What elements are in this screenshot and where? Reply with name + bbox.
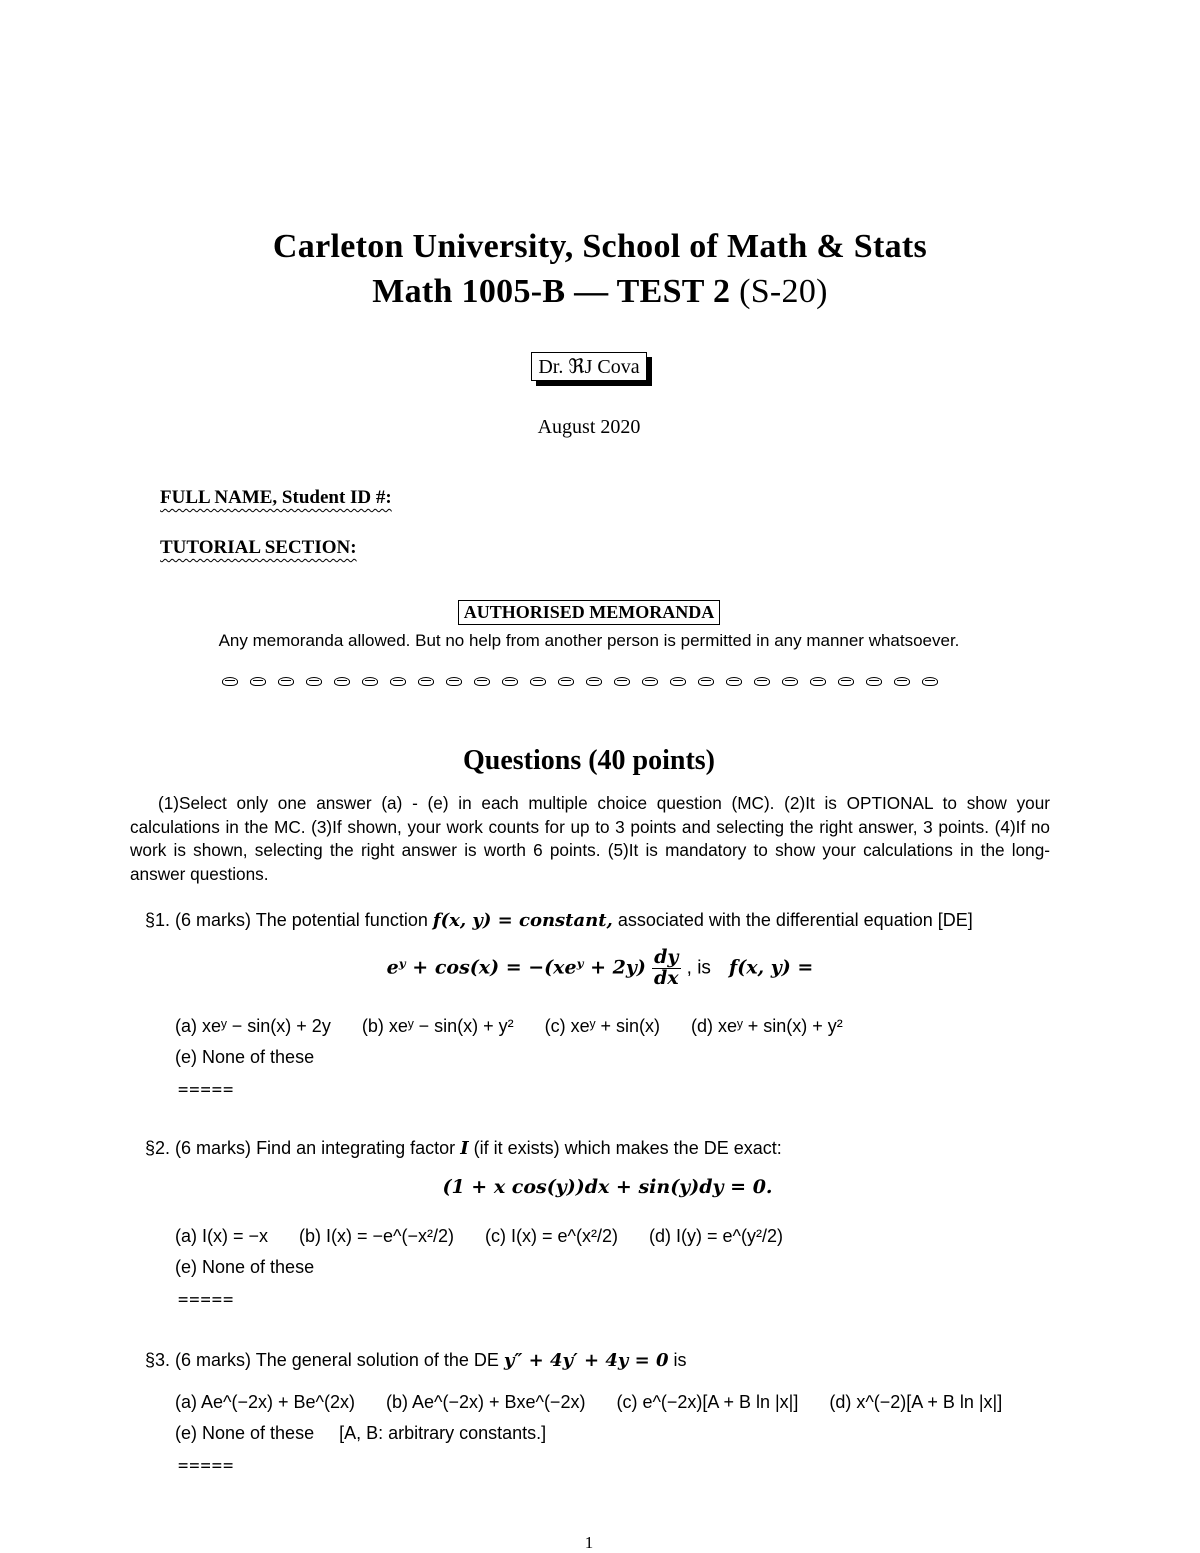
question-1-prompt bbox=[145, 908, 973, 933]
rubber-icon bbox=[614, 677, 630, 686]
term-code: (S-20) bbox=[739, 273, 828, 310]
question-1-options bbox=[175, 1016, 869, 1037]
rubber-icon bbox=[362, 677, 378, 686]
question-3-prompt bbox=[145, 1348, 687, 1373]
question-1-equation bbox=[0, 948, 1200, 989]
course-test-title: Math 1005-B — TEST 2 bbox=[372, 273, 731, 310]
question-2-option-c[interactable]: (c) I(x) = e^(x²/2) bbox=[485, 1226, 618, 1246]
rubber-icon bbox=[474, 677, 490, 686]
question-2-option-e[interactable]: (e) None of these bbox=[175, 1257, 315, 1277]
rubber-icon bbox=[642, 677, 658, 686]
rubber-icon bbox=[782, 677, 798, 686]
question-3-number: §3. bbox=[145, 1350, 171, 1370]
question-2-math: I bbox=[460, 1138, 469, 1159]
question-2-option-a[interactable]: (a) I(x) = −x bbox=[175, 1226, 269, 1246]
rubber-icon bbox=[306, 677, 322, 686]
question-1-eq-fraction bbox=[652, 948, 681, 989]
question-1-eq-rhs: f(x, y) = bbox=[729, 956, 814, 979]
rubber-icon bbox=[670, 677, 686, 686]
question-2-equation: (1 + x cos(y))dx + sin(y)dy = 0. bbox=[442, 1176, 773, 1198]
question-3-option-a[interactable]: (a) Ae^(−2x) + Be^(2x) bbox=[175, 1392, 355, 1412]
rubber-icon bbox=[278, 677, 294, 686]
rubber-icon bbox=[726, 677, 742, 686]
question-2-text-after: (if it exists) which makes the DE exact: bbox=[473, 1138, 782, 1158]
question-1-separator: ===== bbox=[178, 1080, 235, 1100]
question-3-option-c[interactable]: (c) e^(−2x)[A + B ln |x|] bbox=[616, 1392, 799, 1412]
questions-heading: Questions (40 points) bbox=[462, 745, 716, 776]
tutorial-section-label: TUTORIAL SECTION: bbox=[160, 537, 357, 558]
question-1-text-before: The potential function bbox=[255, 910, 428, 930]
rubber-icon bbox=[754, 677, 770, 686]
question-2-marks: (6 marks) bbox=[175, 1138, 252, 1158]
question-3-text-before: The general solution of the DE bbox=[255, 1350, 499, 1370]
question-2-option-b[interactable]: (b) I(x) = −e^(−x²/2) bbox=[299, 1226, 455, 1246]
question-1-eq-lhs: eʸ + cos(x) = −(xeʸ + 2y) bbox=[386, 956, 646, 979]
question-3-note: [A, B: arbitrary constants.] bbox=[339, 1423, 547, 1443]
rubber-icon bbox=[922, 677, 938, 686]
question-1-marks: (6 marks) bbox=[175, 910, 252, 930]
question-1-option-c[interactable]: (c) xeʸ + sin(x) bbox=[544, 1016, 660, 1036]
rubber-icon bbox=[250, 677, 266, 686]
question-3-marks: (6 marks) bbox=[175, 1350, 252, 1370]
ornament-row bbox=[0, 671, 1160, 690]
question-2-text-before: Find an integrating factor bbox=[256, 1138, 456, 1158]
question-1-option-a[interactable]: (a) xeʸ − sin(x) + 2y bbox=[175, 1016, 331, 1036]
rubber-icon bbox=[894, 677, 910, 686]
author-box-wrap bbox=[0, 352, 1178, 381]
rubber-icon bbox=[866, 677, 882, 686]
question-1-math: f(x, y) = constant, bbox=[432, 910, 613, 931]
rubber-icon bbox=[558, 677, 574, 686]
question-1-eq-is: , is bbox=[686, 957, 711, 979]
title-line-2 bbox=[0, 273, 1200, 311]
memoranda-heading-wrap bbox=[0, 600, 1178, 625]
memoranda-heading: AUTHORISED MEMORANDA bbox=[458, 600, 721, 625]
question-2-option-d[interactable]: (d) I(y) = e^(y²/2) bbox=[649, 1226, 783, 1246]
question-1-option-d[interactable]: (d) xeʸ + sin(x) + y² bbox=[690, 1016, 843, 1036]
rubber-icon bbox=[838, 677, 854, 686]
question-1-number: §1. bbox=[145, 910, 171, 930]
question-1-text-after: associated with the differential equation [DE] bbox=[617, 910, 973, 930]
memoranda-text: Any memoranda allowed. But no help from another person is permitted in any manner whatsoever. bbox=[218, 631, 960, 650]
fraction-numerator: dy bbox=[652, 948, 681, 969]
fraction-denominator: dx bbox=[653, 966, 679, 989]
exam-date: August 2020 bbox=[537, 416, 641, 438]
rubber-icon bbox=[418, 677, 434, 686]
question-1-option-e[interactable]: (e) None of these bbox=[175, 1047, 315, 1067]
question-3-option-e[interactable]: (e) None of these bbox=[175, 1423, 315, 1443]
rubber-icon bbox=[502, 677, 518, 686]
question-2-separator: ===== bbox=[178, 1290, 235, 1310]
question-3-separator: ===== bbox=[178, 1456, 235, 1476]
page-number: 1 bbox=[584, 1533, 594, 1552]
rubber-icon bbox=[334, 677, 350, 686]
title-line-1: Carleton University, School of Math & Stats bbox=[272, 228, 928, 265]
question-3-math: y″ + 4y′ + 4y = 0 bbox=[503, 1350, 669, 1371]
rubber-icon bbox=[390, 677, 406, 686]
question-3-option-b[interactable]: (b) Ae^(−2x) + Bxe^(−2x) bbox=[385, 1392, 586, 1412]
question-3-option-e-row bbox=[175, 1423, 546, 1444]
question-3-option-d[interactable]: (d) x^(−2)[A + B ln |x|] bbox=[829, 1392, 1003, 1412]
author-name: Dr. ℜJ Cova bbox=[531, 352, 646, 381]
question-3-text-after: is bbox=[673, 1350, 687, 1370]
rubber-icon bbox=[586, 677, 602, 686]
full-name-label: FULL NAME, Student ID #: bbox=[160, 487, 392, 508]
question-3-options bbox=[175, 1392, 1028, 1413]
question-1-option-b[interactable]: (b) xeʸ − sin(x) + y² bbox=[361, 1016, 514, 1036]
question-2-number: §2. bbox=[145, 1138, 171, 1158]
rubber-icon bbox=[222, 677, 238, 686]
rubber-icon bbox=[810, 677, 826, 686]
rubber-icon bbox=[698, 677, 714, 686]
rubber-icon bbox=[446, 677, 462, 686]
rubber-icon bbox=[530, 677, 546, 686]
question-2-prompt bbox=[145, 1136, 782, 1161]
question-2-options bbox=[175, 1226, 809, 1247]
instructions-paragraph: (1)Select only one answer (a) - (e) in each multiple choice question (MC). (2)It is OPTIONAL to show your calculations in the MC. (3)If shown, your work counts for up to 3 points and selecting the right answer, 3 points. (4)If no work is shown, selecting the right answer is worth 6 points. (5)It is mandatory to show your calculations in the long-answer questions. bbox=[130, 793, 1050, 885]
